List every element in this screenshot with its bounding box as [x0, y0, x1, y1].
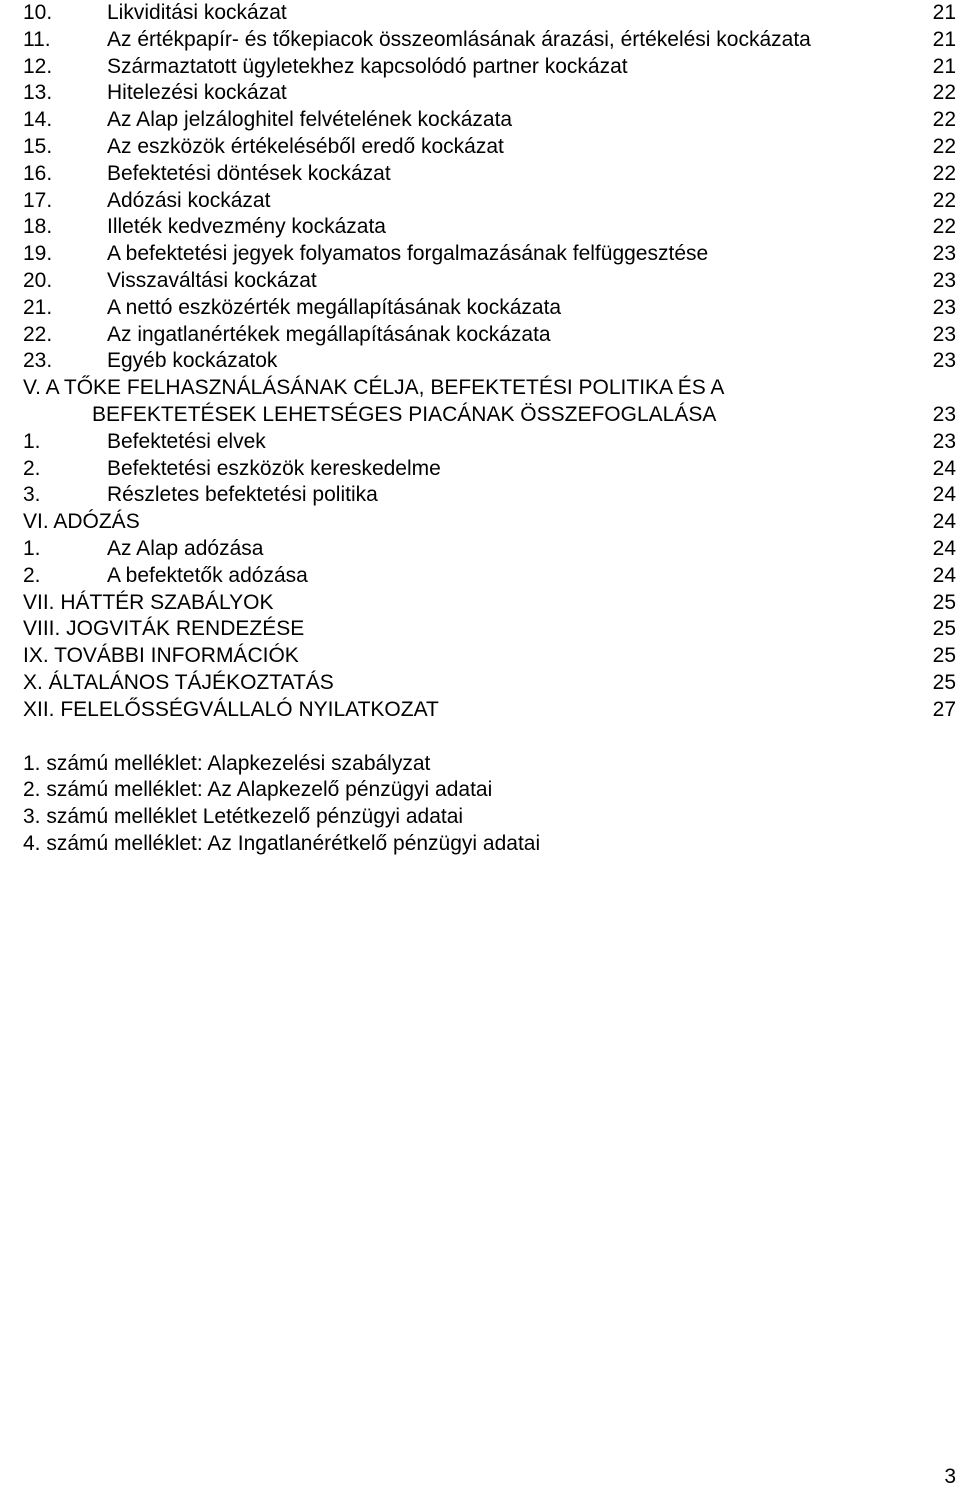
toc-entry-page: 23 [932, 322, 956, 346]
toc-entry-title: A befektetők adózása [107, 563, 308, 587]
toc-entry-page: 22 [932, 81, 956, 105]
toc-entry-number: 23. [23, 349, 53, 373]
toc-entry-title: Adózási kockázat [107, 188, 271, 212]
toc-entry-page: 23 [932, 295, 956, 319]
toc-entry-page: 22 [932, 188, 956, 212]
toc-section-heading[interactable] [0, 375, 960, 402]
toc-entry-title: Hitelezési kockázat [107, 81, 287, 105]
toc-entry-number: 1. [23, 429, 41, 453]
toc-entry-number: 17. [23, 188, 53, 212]
toc-entry[interactable] [0, 241, 960, 268]
toc-entry-page: 23 [932, 242, 956, 266]
toc-entry-page: 23 [932, 429, 956, 453]
toc-entry[interactable] [0, 161, 960, 188]
toc-entry-page: 23 [932, 402, 956, 426]
toc-entry-number: 18. [23, 215, 53, 239]
toc-entry-title: A nettó eszközérték megállapításának kockázata [107, 295, 562, 319]
toc-entry[interactable] [0, 107, 960, 134]
toc-entry-title: Egyéb kockázatok [107, 349, 278, 373]
toc-entry-title: A befektetési jegyek folyamatos forgalmazásának felfüggesztése [107, 242, 709, 266]
toc-entry-title: Illeték kedvezmény kockázata [107, 215, 386, 239]
toc-entry-number: 3. [23, 483, 41, 507]
section-title: VII. HÁTTÉR SZABÁLYOK [23, 590, 274, 614]
toc-entry-title: Befektetési elvek [107, 429, 266, 453]
toc-entry[interactable] [0, 0, 960, 27]
toc-entry-number: 10. [23, 1, 53, 24]
toc-section-heading[interactable] [0, 670, 960, 697]
toc-entry[interactable] [0, 456, 960, 483]
toc-entry-page: 21 [932, 1, 956, 24]
toc-entry[interactable] [0, 268, 960, 295]
toc-entry[interactable] [0, 188, 960, 215]
toc-entry-title: Az Alap jelzáloghitel felvételének kockázata [107, 108, 513, 132]
toc-entry-page: 25 [932, 590, 956, 614]
toc-entry-page: 24 [932, 510, 956, 534]
toc-entry[interactable] [0, 348, 960, 375]
annex-item[interactable] [0, 751, 960, 778]
toc-entry[interactable] [0, 536, 960, 563]
toc-entry-page: 22 [932, 134, 956, 158]
toc-entry-title: Részletes befektetési politika [107, 483, 378, 507]
toc-entry[interactable] [0, 482, 960, 509]
toc-section-heading[interactable] [0, 509, 960, 536]
toc-section-heading[interactable] [0, 697, 960, 724]
toc-entry[interactable] [0, 214, 960, 241]
toc-section-heading[interactable] [0, 643, 960, 670]
toc-entry[interactable] [0, 429, 960, 456]
toc-entry-page: 25 [932, 644, 956, 668]
section-title: X. ÁLTALÁNOS TÁJÉKOZTATÁS [23, 670, 334, 694]
toc-entry-number: 14. [23, 108, 53, 132]
toc-entry-page: 27 [932, 697, 956, 721]
toc-entry[interactable] [0, 295, 960, 322]
toc-entry-number: 21. [23, 295, 53, 319]
page-number: 3 [944, 1465, 956, 1488]
toc-entry-number: 16. [23, 161, 53, 185]
toc-entry-number: 15. [23, 134, 53, 158]
section-v-title-line2: BEFEKTETÉSEK LEHETSÉGES PIACÁNAK ÖSSZEFOGLALÁSA [92, 402, 717, 426]
toc-entry-title: Az értékpapír- és tőkepiacok összeomlásának árazási, értékelési kockázata [107, 27, 811, 51]
toc-entry[interactable] [0, 563, 960, 590]
toc-entry-page: 24 [932, 483, 956, 507]
toc-entry-page: 22 [932, 161, 956, 185]
toc-entry-page: 24 [932, 456, 956, 480]
toc-entry[interactable] [0, 27, 960, 54]
toc-section-heading-continuation[interactable] [0, 402, 960, 429]
toc-entry-number: 2. [23, 456, 41, 480]
annex-title: 3. számú melléklet Letétkezelő pénzügyi adatai [23, 805, 464, 829]
spacer [0, 724, 960, 751]
toc-entry-title: Visszaváltási kockázat [107, 268, 317, 292]
toc-entry-title: Befektetési eszközök kereskedelme [107, 456, 441, 480]
toc-section-heading[interactable] [0, 590, 960, 617]
toc-entry-page: 22 [932, 215, 956, 239]
toc-entry-title: Likviditási kockázat [107, 1, 287, 24]
toc-entry[interactable] [0, 322, 960, 349]
toc-entry-title: Az eszközök értékeléséből eredő kockázat [107, 134, 504, 158]
toc-entry-page: 25 [932, 617, 956, 641]
toc-entry-page: 21 [932, 54, 956, 78]
toc-entry-page: 23 [932, 349, 956, 373]
annex-title: 2. számú melléklet: Az Alapkezelő pénzügyi adatai [23, 778, 493, 802]
toc-entry-page: 21 [932, 27, 956, 51]
section-title: IX. TOVÁBBI INFORMÁCIÓK [23, 644, 299, 668]
toc-entry-title: Származtatott ügyletekhez kapcsolódó partner kockázat [107, 54, 628, 78]
section-title: XII. FELELŐSSÉGVÁLLALÓ NYILATKOZAT [23, 697, 439, 721]
annex-item[interactable] [0, 804, 960, 831]
toc-entry-number: 1. [23, 536, 41, 560]
toc-entry-title: Az ingatlanértékek megállapításának kockázata [107, 322, 551, 346]
section-title: VIII. JOGVITÁK RENDEZÉSE [23, 617, 305, 641]
toc-entry-number: 19. [23, 242, 53, 266]
toc-entry[interactable] [0, 54, 960, 81]
annex-item[interactable] [0, 831, 960, 858]
toc-entry-title: Az Alap adózása [107, 536, 264, 560]
toc-entry-page: 25 [932, 670, 956, 694]
toc-entry-number: 22. [23, 322, 53, 346]
section-v-title-line1: V. A TŐKE FELHASZNÁLÁSÁNAK CÉLJA, BEFEKTETÉSI POLITIKA ÉS A [23, 376, 725, 400]
annex-title: 1. számú melléklet: Alapkezelési szabályzat [23, 751, 431, 775]
toc-entry-page: 22 [932, 108, 956, 132]
annex-item[interactable] [0, 777, 960, 804]
toc-entry-page: 24 [932, 563, 956, 587]
toc-entry-title: Befektetési döntések kockázat [107, 161, 391, 185]
toc-entry-page: 23 [932, 268, 956, 292]
toc-entry-page: 24 [932, 536, 956, 560]
section-vi-title: VI. ADÓZÁS [23, 510, 140, 534]
toc-entry-number: 13. [23, 81, 53, 105]
toc-entry-number: 2. [23, 563, 41, 587]
toc-entry-number: 20. [23, 268, 53, 292]
toc-section-heading[interactable] [0, 616, 960, 643]
toc-entry-number: 11. [23, 27, 51, 51]
annex-title: 4. számú melléklet: Az Ingatlanérétkelő pénzügyi adatai [23, 831, 541, 855]
toc-entry[interactable] [0, 80, 960, 107]
toc-entry[interactable] [0, 134, 960, 161]
toc-entry-number: 12. [23, 54, 53, 78]
